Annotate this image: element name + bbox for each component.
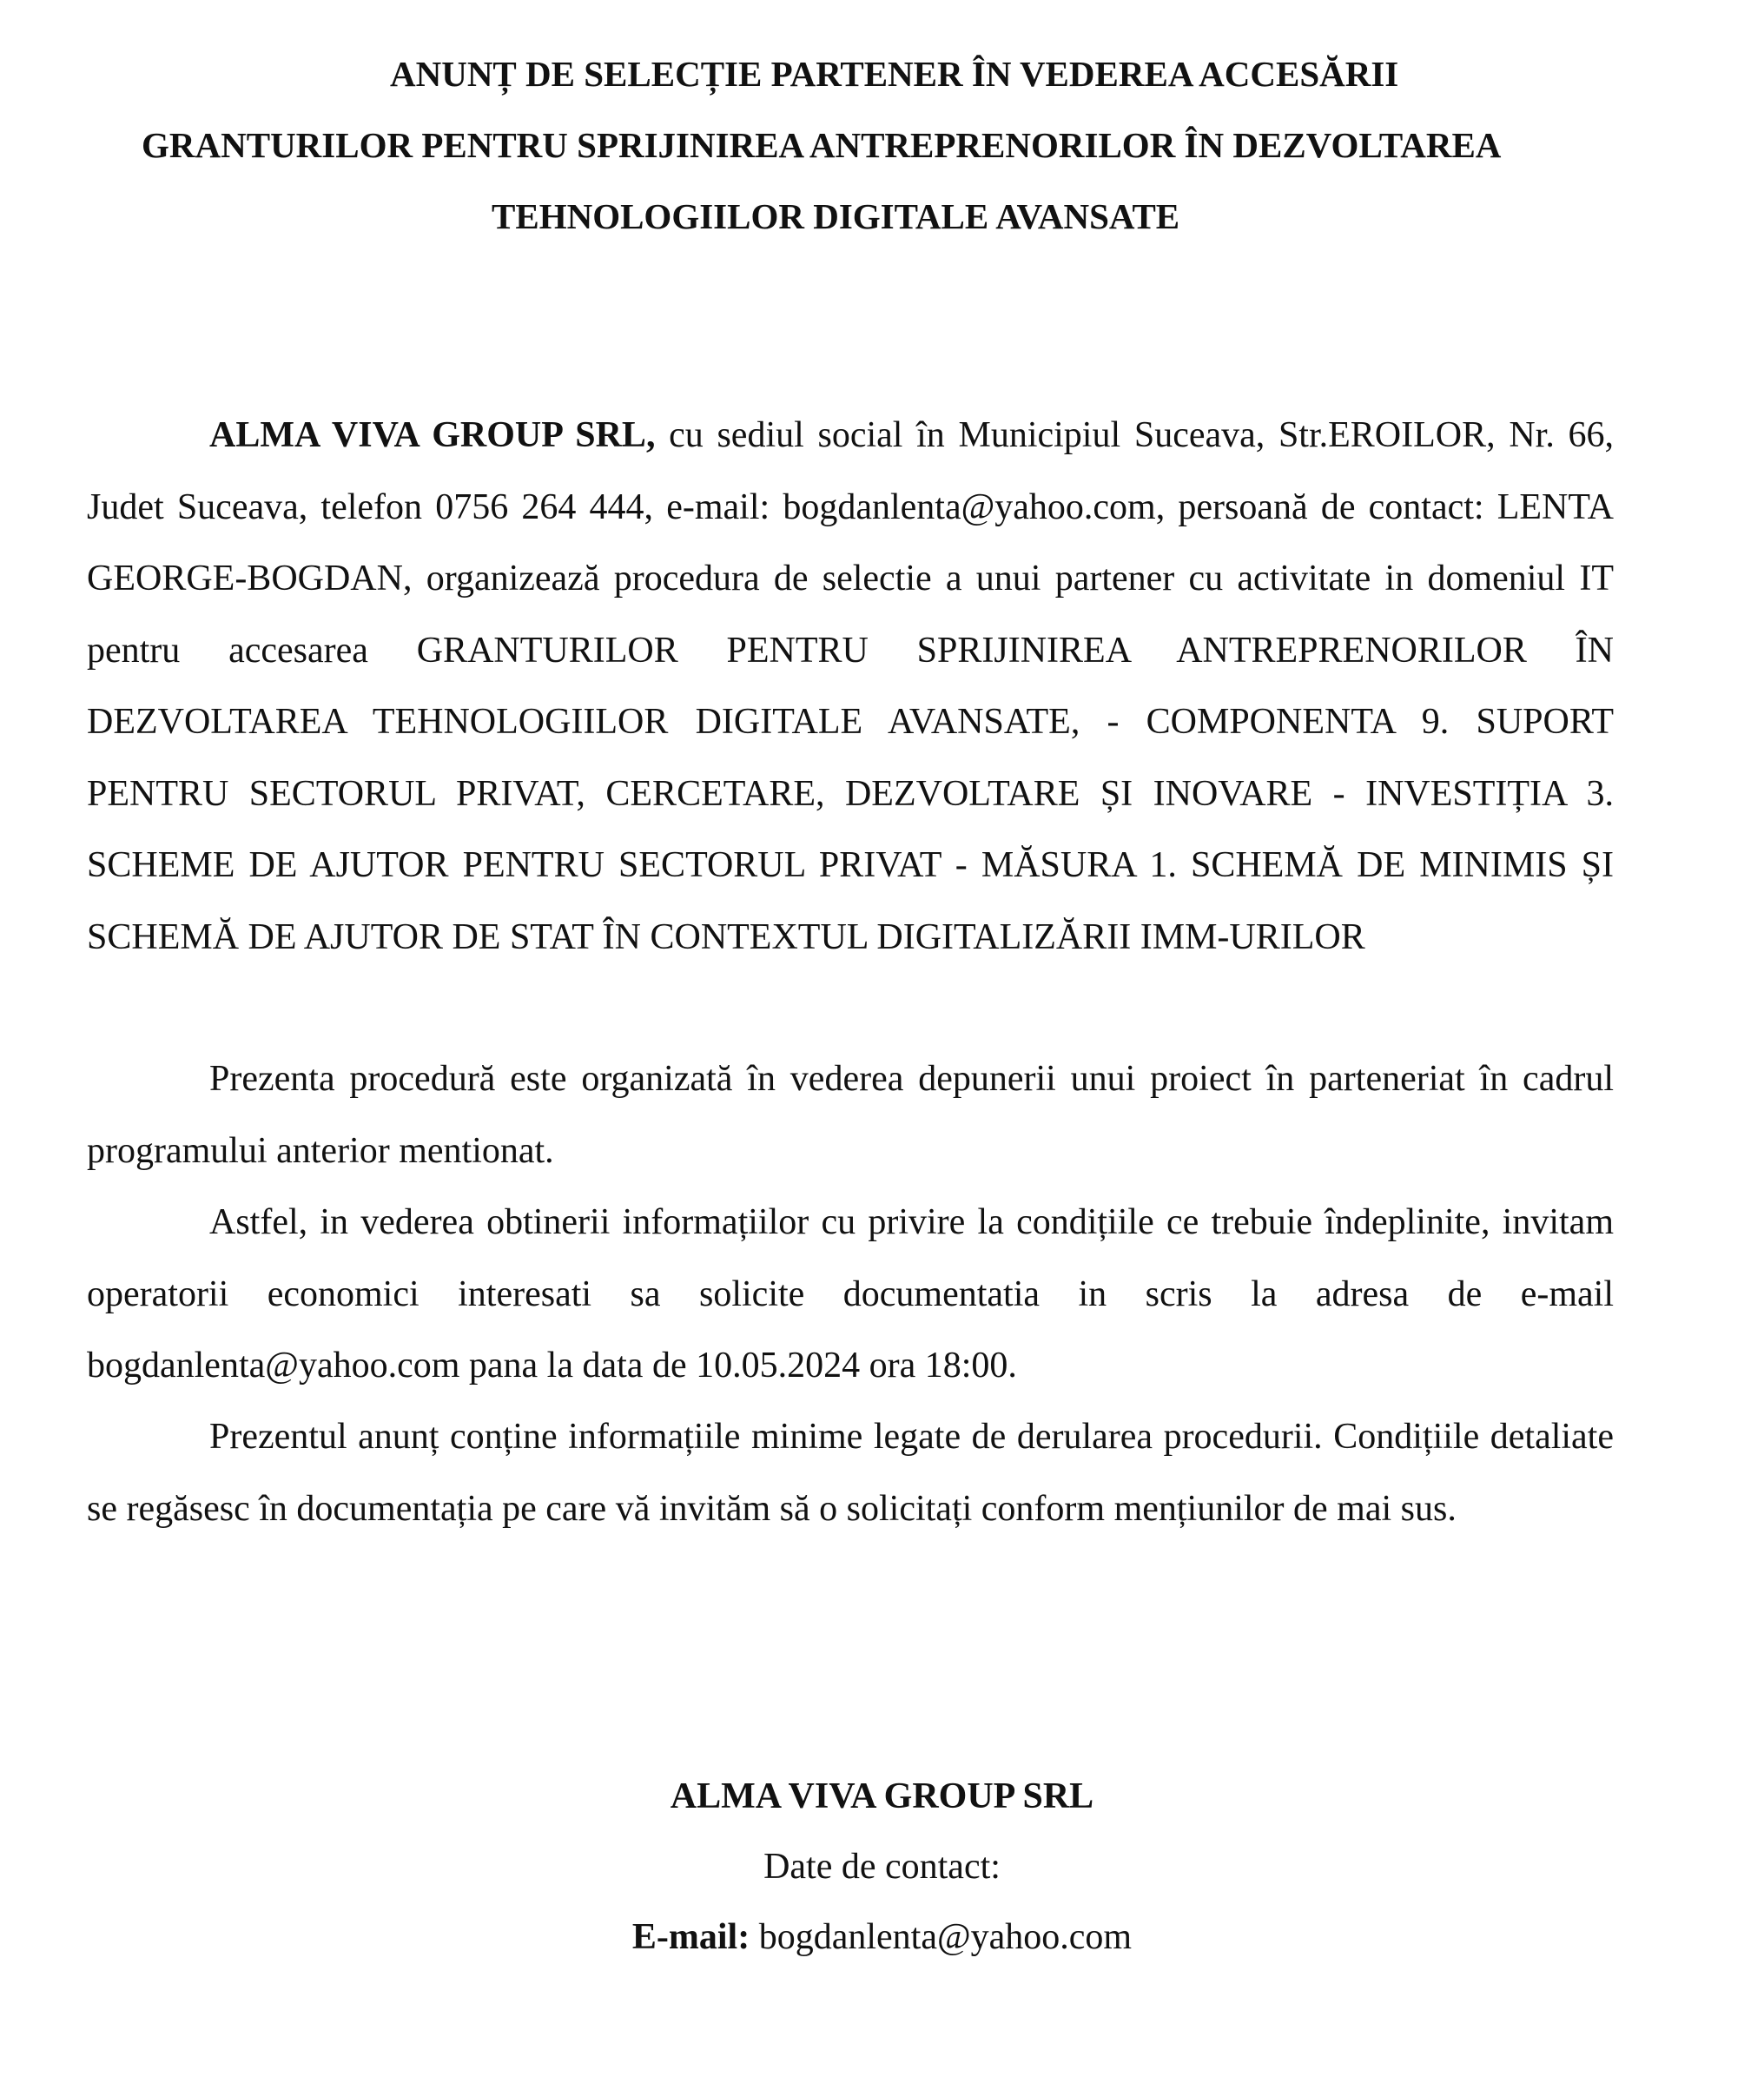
paragraph-conditions bbox=[87, 1401, 1614, 1544]
title-line-2: GRANTURILOR PENTRU SPRIJINIREA ANTREPRENORILOR ÎN DEZVOLTAREA bbox=[142, 125, 1502, 165]
footer-email-value: bogdanlenta@yahoo.com bbox=[750, 1917, 1133, 1957]
paragraph-procedure bbox=[87, 1043, 1614, 1187]
paragraph-announcement bbox=[87, 400, 1614, 973]
paragraph-request-docs-text: Astfel, in vederea obtinerii informațiilor cu privire la condițiile ce trebuie îndeplinite, invitam operatorii economici interesati sa solicite documentatia in scris la adresa de e-mail bogdanlenta@yahoo.com pana la data de 10.05.2024 ora 18:00. bbox=[87, 1202, 1614, 1386]
footer-email-label: E-mail: bbox=[631, 1917, 750, 1957]
paragraph-procedure-text: Prezenta procedură este organizată în vederea depunerii unui proiect în parteneriat în cadrul programului anterior mentionat. bbox=[87, 1059, 1614, 1171]
paragraph-conditions-text: Prezentul anunț conține informațiile minime legate de derularea procedurii. Condițiile detaliate se regăsesc în documentația pe care vă invităm să o solicitați conform mențiunilor de mai sus. bbox=[87, 1417, 1614, 1529]
paragraph-announcement-text: cu sediul social în Municipiul Suceava, Str.EROILOR, Nr. 66, Judet Suceava, telefon 0756 264 444, e-mail: bogdanlenta@yahoo.com, persoană de contact: LENTA GEORGE-BOGDAN, organizează procedura de selectie a unui partener cu activitate in domeniul IT pentru accesarea GRANTURILOR PENTRU SPRIJINIREA ANTREPRENORILOR ÎN DEZVOLTAREA TEHNOLOGIILOR DIGITALE AVANSATE, - COMPONENTA 9. SUPORT PENTRU SECTORUL PRIVAT, CERCETARE, DEZVOLTARE ȘI INOVARE - INVESTIȚIA 3. SCHEME DE AJUTOR PENTRU SECTORUL PRIVAT - MĂSURA 1. SCHEMĂ DE MINIMIS ȘI SCHEMĂ DE AJUTOR DE STAT ÎN CONTEXTUL DIGITALIZĂRII IMM-URILOR bbox=[87, 415, 1614, 957]
footer-contact-label: Date de contact: bbox=[763, 1847, 1001, 1887]
title-line-1: ANUNȚ DE SELECȚIE PARTENER ÎN VEDEREA ACCESĂRII bbox=[390, 54, 1399, 94]
company-name: ALMA VIVA GROUP SRL, bbox=[209, 415, 656, 455]
title-line-3: TEHNOLOGIILOR DIGITALE AVANSATE bbox=[492, 196, 1180, 236]
footer-company: ALMA VIVA GROUP SRL bbox=[670, 1776, 1094, 1816]
footer-email bbox=[0, 1911, 1764, 1963]
paragraph-request-docs bbox=[87, 1187, 1614, 1402]
